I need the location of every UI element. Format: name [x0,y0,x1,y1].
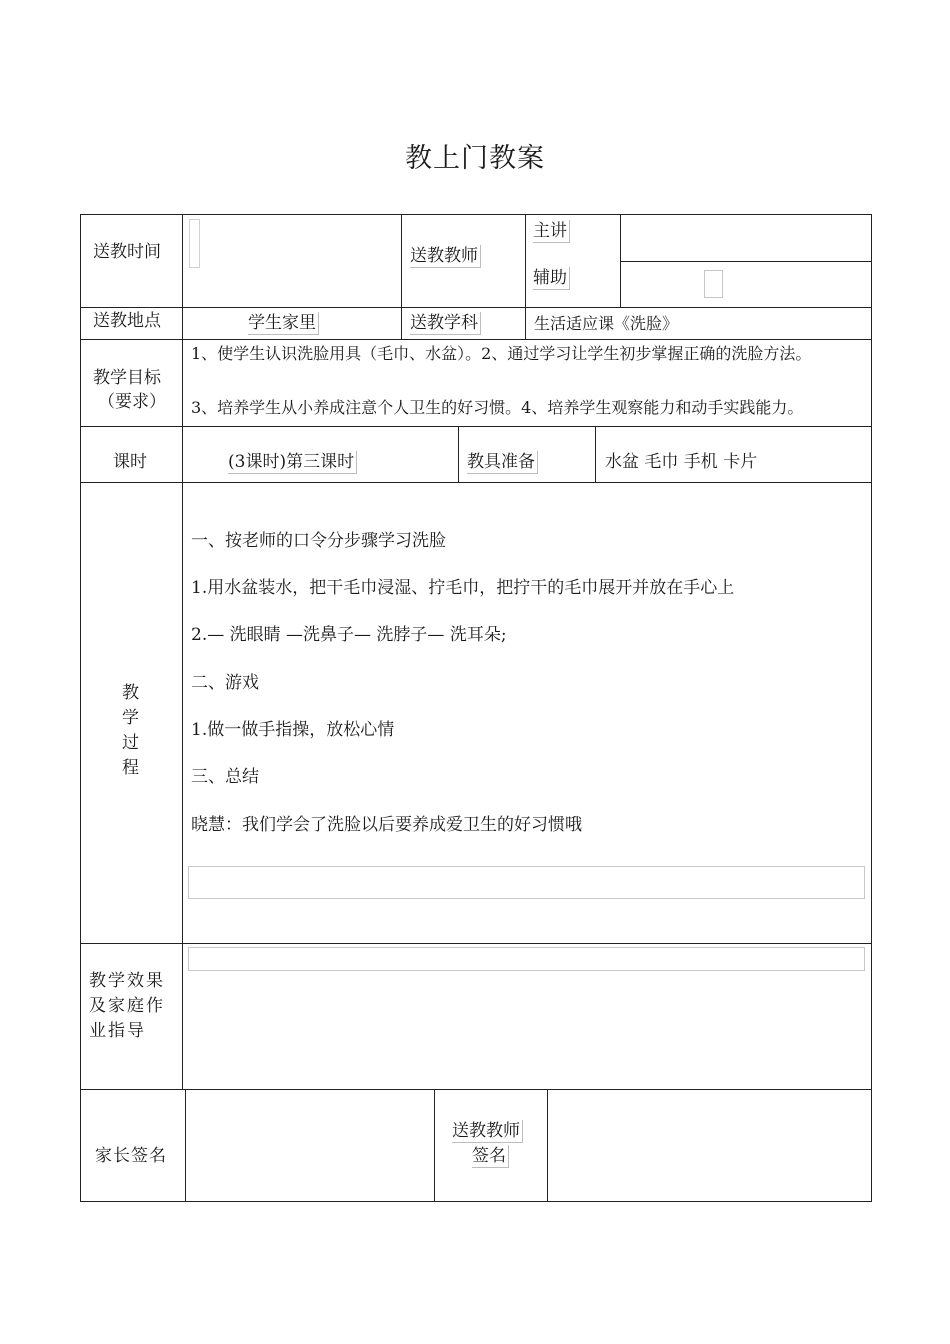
page-title: 教上门教案 [405,143,545,174]
effect-label: 业指导 [89,1021,146,1041]
assist-field[interactable] [704,270,723,298]
grid-line [458,426,459,482]
process-line: 三、总结 [191,767,259,787]
period-value: (3课时)第三课时 [228,451,357,474]
tools-label: 教具准备 [467,451,538,474]
goals-line: 3、培养学生从小养成注意个人卫生的好习惯。4、培养学生观察能力和动手实践能力。 [191,398,804,417]
teacher-signature-label-sub: 签名 [472,1145,509,1168]
process-line: 一、按老师的口令分步骤学习洗脸 [191,531,446,551]
send-place-label: 送教地点 [93,311,161,331]
grid-line [525,214,526,339]
grid-line [434,1089,435,1202]
grid-line [80,482,872,483]
process-line: 1.做一做手指操，放松心情 [191,720,395,740]
process-line: 二、游戏 [191,673,259,693]
send-place-value: 学生家里 [248,312,319,335]
goals-line: 1、使学生认识洗脸用具（毛巾、水盆）。2、通过学习让学生初步掌握正确的洗脸方法。 [191,344,812,363]
process-line: 2.— 洗眼睛 —洗鼻子— 洗脖子— 洗耳朵; [191,625,507,645]
process-label-char: 教 [122,683,139,703]
grid-line [80,426,872,427]
grid-line [182,214,183,1089]
parent-signature-label: 家长签名 [95,1146,167,1166]
teacher-signature-field[interactable] [548,1090,871,1201]
process-line: 1.用水盆装水，把干毛巾浸湿、拧毛巾，把拧干的毛巾展开并放在手心上 [191,578,735,598]
process-label-char: 过 [122,733,139,753]
grid-line [80,1201,872,1202]
process-input-box[interactable] [188,866,865,899]
send-time-label: 送教时间 [93,242,161,262]
grid-line [80,214,872,215]
goals-label-sub: （要求） [98,392,166,412]
send-time-field[interactable] [189,219,200,268]
grid-line [80,307,872,308]
send-teacher-label: 送教教师 [410,245,481,268]
tools-value: 水盆 毛巾 手机 卡片 [605,452,758,472]
grid-line [595,426,596,482]
send-subject-value: 生活适应课《洗脸》 [534,314,679,333]
process-line: 晓慧：我们学会了洗脸以后要养成爱卫生的好习惯哦 [191,815,582,835]
process-label-char: 学 [122,708,139,728]
grid-line [401,214,402,339]
process-label-char: 程 [122,758,139,778]
goals-label: 教学目标 [93,368,161,388]
grid-line [80,943,872,944]
grid-line [620,261,872,262]
lead-label: 主讲 [533,220,570,243]
effect-label: 及家庭作 [89,996,165,1016]
send-subject-label: 送教学科 [410,312,481,335]
period-label: 课时 [113,452,147,472]
effect-input-box[interactable] [188,947,865,971]
grid-line [80,339,872,340]
parent-signature-field[interactable] [186,1090,434,1201]
grid-line [80,214,81,1202]
effect-label: 教学效果 [89,971,165,991]
grid-line [871,214,872,1202]
teacher-signature-label: 送教教师 [452,1120,523,1143]
assist-label: 辅助 [533,267,570,290]
grid-line [620,214,621,307]
